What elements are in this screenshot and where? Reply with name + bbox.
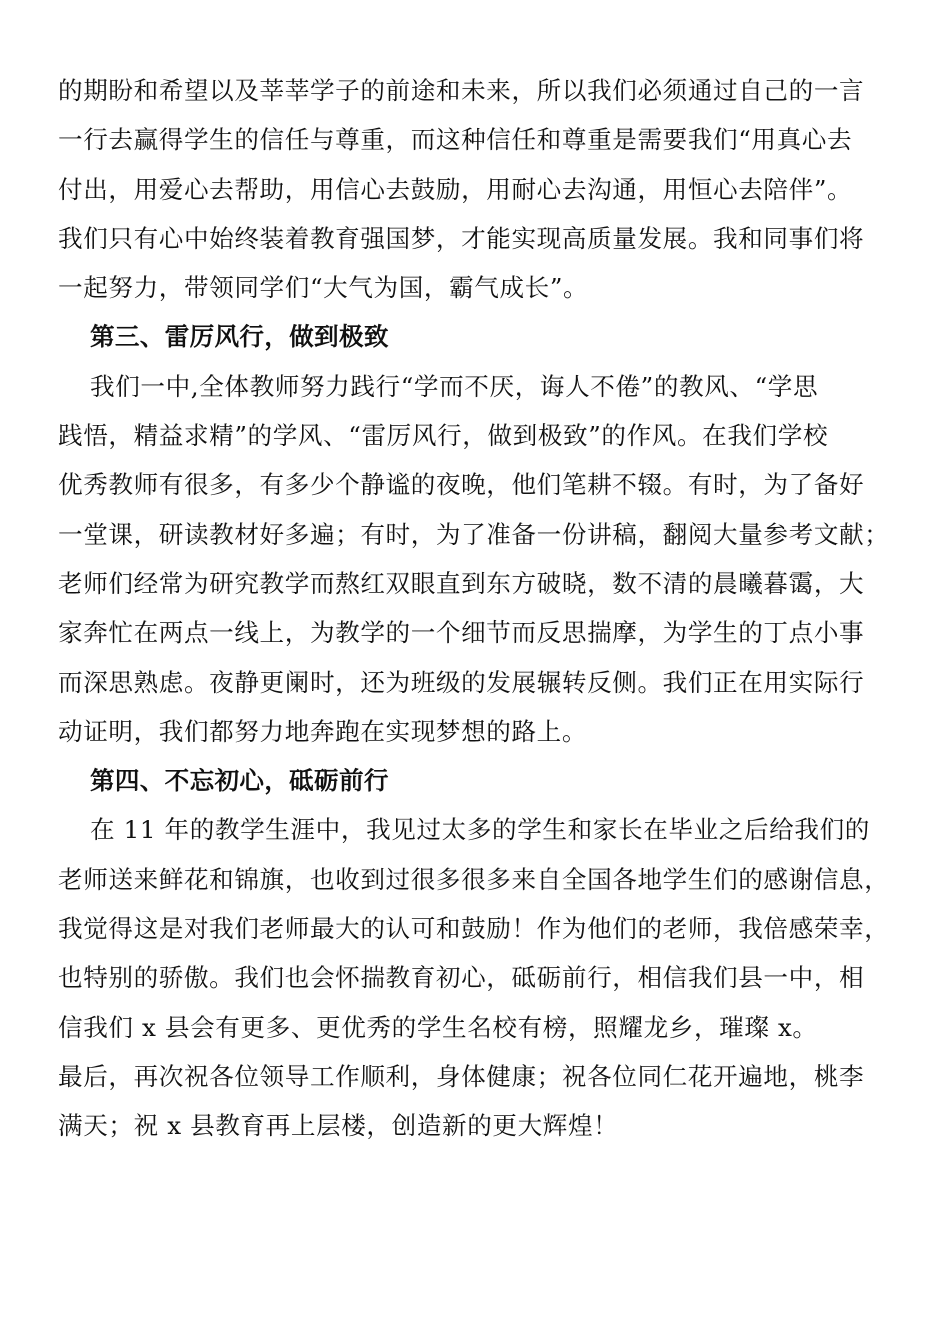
text-line: 一堂课，研读教材好多遍；有时，为了准备一份讲稿，翻阅大量参考文献；: [58, 519, 890, 549]
text-line: 的期盼和希望以及莘莘学子的前途和未来，所以我们必须通过自己的一言: [58, 76, 865, 105]
text-line: 我觉得这是对我们老师最大的认可和鼓励！作为他们的老师，我倍感荣幸，: [58, 914, 890, 944]
text-line: 践悟，精益求精”的学风、“雷厉风行，做到极致”的作风。在我们学校: [58, 421, 829, 451]
text-line: 家奔忙在两点一线上，为教学的一个细节而反思揣摩，为学生的丁点小事: [58, 618, 865, 648]
section-heading: 第四、不忘初心，砥砺前行: [90, 766, 389, 796]
paragraph-first-line: 我们一中,全体教师努力践行“学而不厌，诲人不倦”的教风、“学思: [90, 371, 819, 401]
text-line: 一起努力，带领同学们“大气为国，霸气成长”。: [58, 273, 589, 303]
text-line: 我们只有心中始终装着教育强国梦，才能实现高质量发展。我和同事们将: [58, 223, 865, 253]
text-line: 一行去赢得学生的信任与尊重，而这种信任和尊重是需要我们“用真心去: [58, 125, 853, 155]
text-line: 满天；祝 x 县教育再上层楼，创造新的更大辉煌！: [58, 1111, 619, 1141]
text-line: 而深思熟虑。夜静更阑时，还为班级的发展辗转反侧。我们正在用实际行: [58, 667, 865, 697]
section-heading: 第三、雷厉风行，做到极致: [90, 322, 389, 352]
text-line: 也特别的骄傲。我们也会怀揣教育初心，砥砺前行，相信我们县一中，相: [58, 963, 865, 993]
text-line: 老师送来鲜花和锦旗，也收到过很多很多来自全国各地学生们的感谢信息，: [58, 864, 890, 894]
text-line: 老师们经常为研究教学而熬红双眼直到东方破晓，数不清的晨曦暮霭，大: [58, 568, 865, 598]
text-line: 最后，再次祝各位领导工作顺利，身体健康；祝各位同仁花开遍地，桃李: [58, 1061, 865, 1091]
text-line: 付出，用爱心去帮助，用信心去鼓励，用耐心去沟通，用恒心去陪伴”。: [58, 174, 853, 204]
text-line: 信我们 x 县会有更多、更优秀的学生名校有榜，照耀龙乡，璀璨 x。: [58, 1012, 818, 1042]
text-line: 优秀教师有很多，有多少个静谧的夜晚，他们笔耕不辍。有时，为了备好: [58, 470, 865, 500]
text-line: 动证明，我们都努力地奔跑在实现梦想的路上。: [58, 716, 588, 746]
paragraph-first-line: 在 11 年的教学生涯中，我见过太多的学生和家长在毕业之后给我们的: [90, 815, 870, 845]
document-page: [58, 66, 904, 1151]
